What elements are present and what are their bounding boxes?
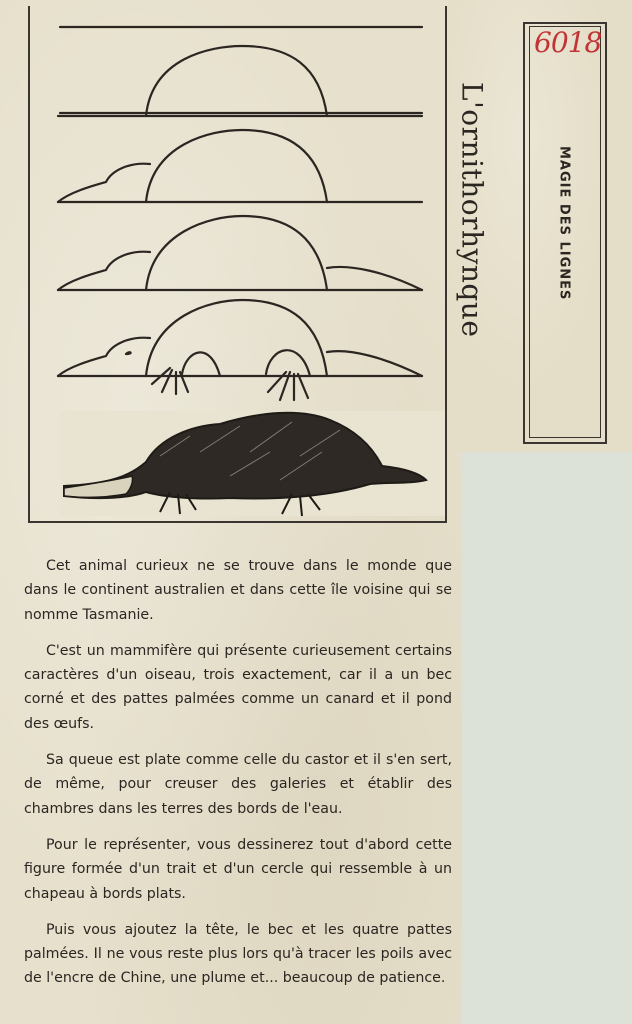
drawing-steps-frame — [28, 6, 447, 523]
paragraph-2: C'est un mammifère qui présente curieusement certains caractères d'un oiseau, trois exactement, car il a un bec corné et des pattes palmées comme un canard et il pond des œufs. — [24, 642, 452, 732]
column-label: MAGIE DES LIGNES — [556, 146, 572, 301]
article-title: L'ornithorhynque — [455, 82, 489, 338]
step-3-drawing — [58, 216, 422, 290]
step-2-drawing — [58, 113, 422, 202]
page-background — [462, 452, 632, 1024]
handwritten-archive-number: 6018 — [534, 26, 602, 59]
paragraph-4: Pour le représenter, vous dessinerez tout d'abord cette figure formée d'un trait et d'un cercle qui ressemble à un chapeau à bords plats. — [24, 836, 452, 902]
platypus-drawing-steps — [30, 6, 449, 523]
paragraph-3: Sa queue est plate comme celle du castor et il s'en sert, de même, pour creuser des galeries et établir des chambres dans les terres des bords de l'eau. — [24, 752, 452, 817]
paragraph-5: Puis vous ajoutez la tête, le bec et les quatre pattes palmées. Il ne vous reste plus lors qu'à tracer les poils avec de l'encre de Chine, une plume et... beaucoup de patience. — [24, 921, 452, 987]
article-body — [24, 554, 452, 991]
step-5-finished-platypus — [60, 411, 445, 516]
step-4-drawing — [58, 300, 422, 400]
paragraph-1: Cet animal curieux ne se trouve dans le monde que dans le continent australien et dans cette île voisine qui se nomme Tasmanie. — [24, 558, 452, 623]
step-1-drawing — [58, 27, 422, 116]
